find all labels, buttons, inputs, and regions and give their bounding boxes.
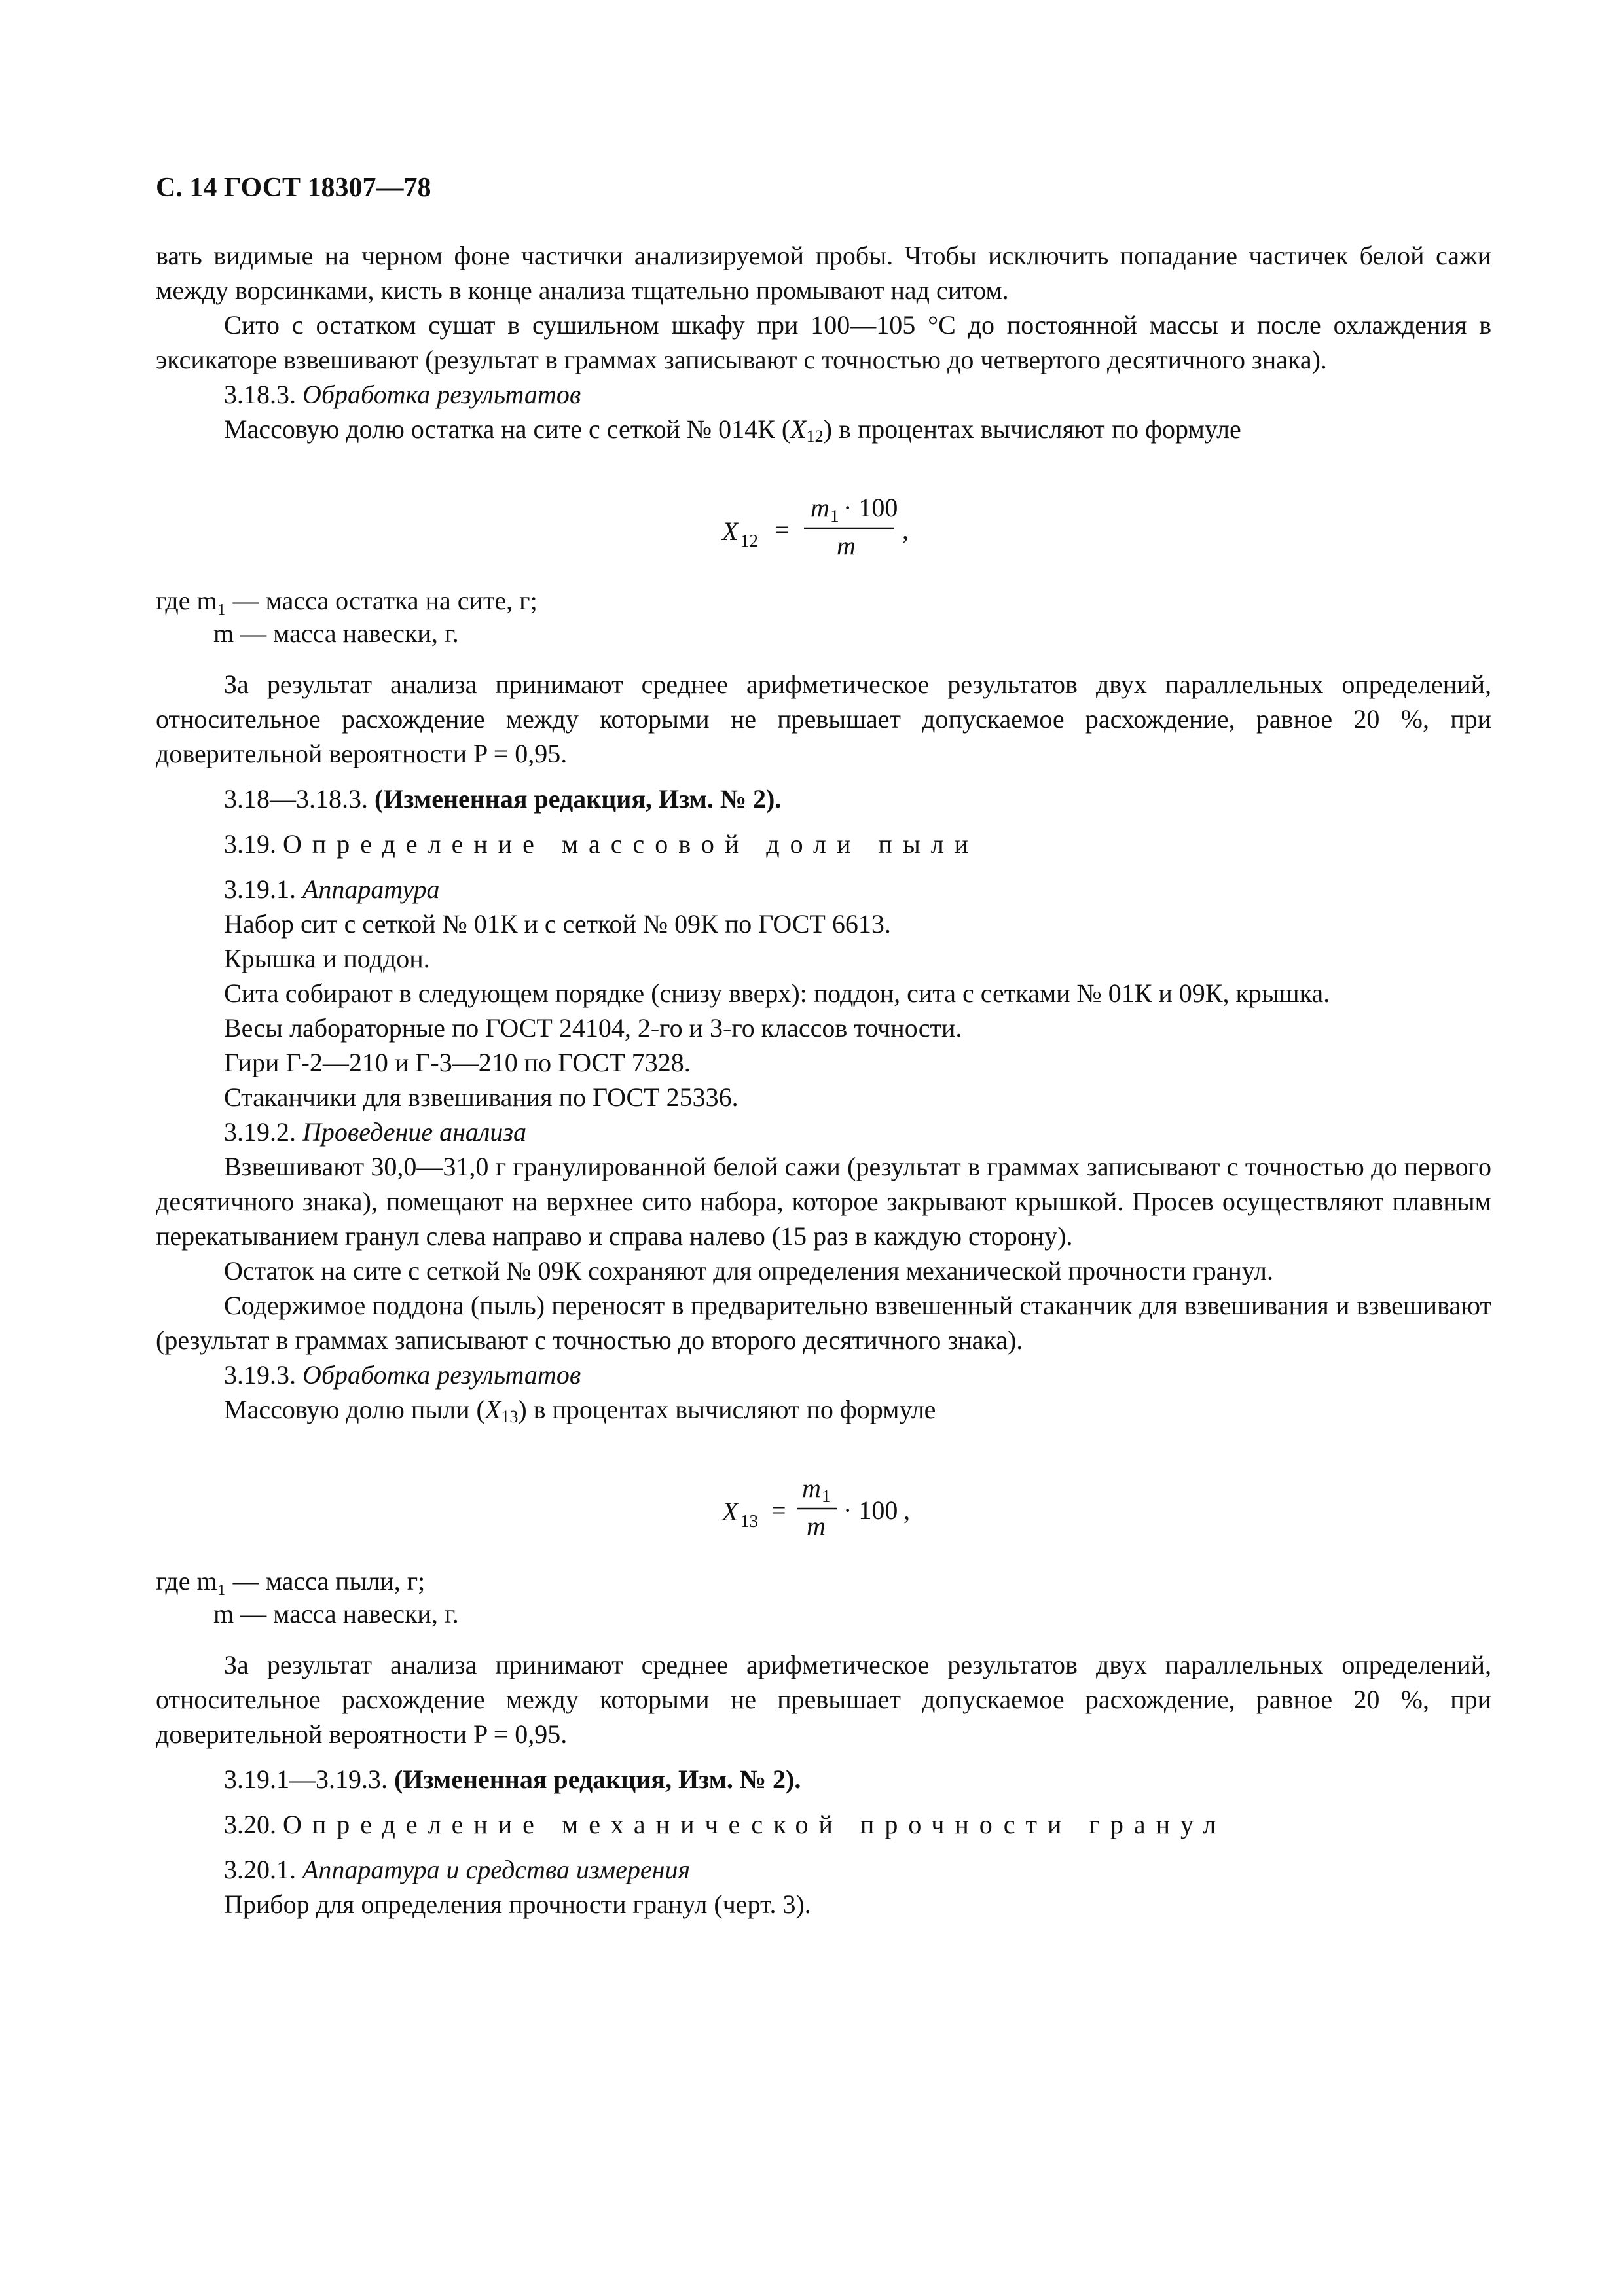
section-title: Обработка результатов — [302, 380, 581, 409]
paragraph-8: Содержимое поддона (пыль) переносят в предварительно взвешенный стаканчик для взвешивания и взвешивают (результат в граммах записывают с точностью до второго десятичного знака). — [156, 1291, 1491, 1355]
where-1b: m — масса навески, г. — [213, 619, 459, 648]
paragraph-7: Остаток на сите с сеткой № 09К сохраняют для определения механической прочности гранул. — [224, 1256, 1273, 1285]
formula-den: m — [807, 1511, 826, 1541]
formula-x12-svg — [156, 482, 1491, 561]
section-title: Определение массовой доли пыли — [283, 829, 979, 859]
section-3-20: 3.20. Определение механической прочности гранул — [224, 1810, 1227, 1839]
list-line-3: Весы лабораторные по ГОСТ 24104, 2-го и 3-го классов точности. — [224, 1013, 962, 1043]
formula-eq: = — [775, 515, 790, 545]
paragraph-1: вать видимые на черном фоне частички анализируемой пробы. Чтобы исключить попадание частичек белой сажи между ворсинками, кисть в конце анализа тщательно промывают над ситом. — [156, 241, 1491, 305]
paragraph-10: За результат анализа принимают среднее арифметическое результатов двух параллельных определений, относительное расхождение между которыми не превышает допускаемое расхождение, равное 20 %, при доверительной вероятности P = 0,95. — [156, 1650, 1491, 1749]
where-1a: где m₁ — масса остатка на сите, г; — [156, 586, 538, 615]
section-3-20-1: 3.20.1. Аппаратура и средства измерения — [224, 1855, 691, 1884]
formula-x13 — [156, 1463, 1491, 1541]
formula-num-rest: · 100 — [843, 493, 898, 522]
formula-tail: , — [902, 515, 909, 545]
paragraph-6: Взвешивают 30,0—31,0 г гранулированной белой сажи (результат в граммах записывают с точностью до первого десятичного знака), помещают на верхнее сито набора, которое закрывают крышкой. Просев осуществляют плавным перекатыванием гранул слева направо и справа налево (15 раз в каждую сторону). — [156, 1152, 1491, 1251]
where-2b: m — масса навески, г. — [213, 1599, 459, 1628]
where-2a: где m₁ — масса пыли, г; — [156, 1566, 426, 1596]
section-3-19-1: 3.19.1. Аппаратура — [224, 874, 440, 904]
paragraph-5: Сита собирают в следующем порядке (снизу вверх): поддон, сита с сетками № 01К и 09К, крышка. — [224, 978, 1330, 1008]
paragraph-2: Сито с остатком сушат в сушильном шкафу при 100—105 °С до постоянной массы и после охлаждения в эксикаторе взвешивают (результат в граммах записывают с точностью до четвертого десятичного знака). — [156, 310, 1491, 374]
list-line-5: Стаканчики для взвешивания по ГОСТ 25336. — [224, 1083, 739, 1112]
formula-den: m — [837, 531, 856, 560]
formula-tail: , — [903, 1496, 910, 1525]
formula-num-sub: 1 — [822, 1486, 831, 1506]
paragraph-4: За результат анализа принимают среднее арифметическое результатов двух параллельных определений, относительное расхождение между которыми не превышает допускаемое расхождение, равное 20 %, при доверительной вероятности P = 0,95. — [156, 670, 1491, 768]
paragraph-9: Массовую долю пыли $(X_{13})$ в процентах вычисляют по формуле — [224, 1395, 936, 1426]
list-line-2: Крышка и поддон. — [224, 944, 430, 973]
section-3-18-3 — [156, 377, 1491, 412]
section-3-19: 3.19. Определение массовой доли пыли — [224, 829, 979, 859]
formula-num-sub: 1 — [830, 506, 839, 526]
formula-lhs: X — [722, 516, 739, 546]
formula-lhs: X — [722, 1497, 739, 1526]
list-line-4: Гири Г-2—210 и Г-3—210 по ГОСТ 7328. — [224, 1048, 691, 1077]
section-3-19-2: 3.19.2. Проведение анализа — [224, 1117, 526, 1147]
section-3-19-3: 3.19.3. Обработка результатов — [224, 1360, 581, 1390]
page-header: С. 14 ГОСТ 18307—78 — [156, 173, 431, 203]
edit-note-2: 3.19.1—3.19.3. (Измененная редакция, Изм. № 2). — [224, 1765, 801, 1794]
edit-note-1: 3.18—3.18.3. (Измененная редакция, Изм. № 2). — [224, 784, 782, 814]
formula-x13-svg — [156, 1463, 1491, 1541]
formula-num-var: m — [811, 493, 830, 522]
formula-lhs-sub: 13 — [740, 1511, 758, 1531]
list-line-1: Набор сит с сеткой № 01К и с сеткой № 09К по ГОСТ 6613. — [224, 909, 891, 939]
formula-num-var: m — [802, 1473, 821, 1503]
formula-lhs-sub: 12 — [740, 531, 758, 550]
formula-x12 — [156, 482, 1491, 561]
section-title: Определение механической прочности гранул — [283, 1810, 1227, 1839]
formula-rest: · 100 — [843, 1496, 898, 1525]
paragraph-11: Прибор для определения прочности гранул (черт. 3). — [224, 1890, 811, 1919]
paragraph-3: Массовую долю остатка на сите с сеткой № 014К $(X_{12})$ в процентах вычисляют по формуле — [224, 414, 1241, 446]
formula-eq: = — [771, 1496, 786, 1525]
document-page — [156, 171, 1491, 1922]
section-number: 3.18.3. — [224, 380, 296, 409]
